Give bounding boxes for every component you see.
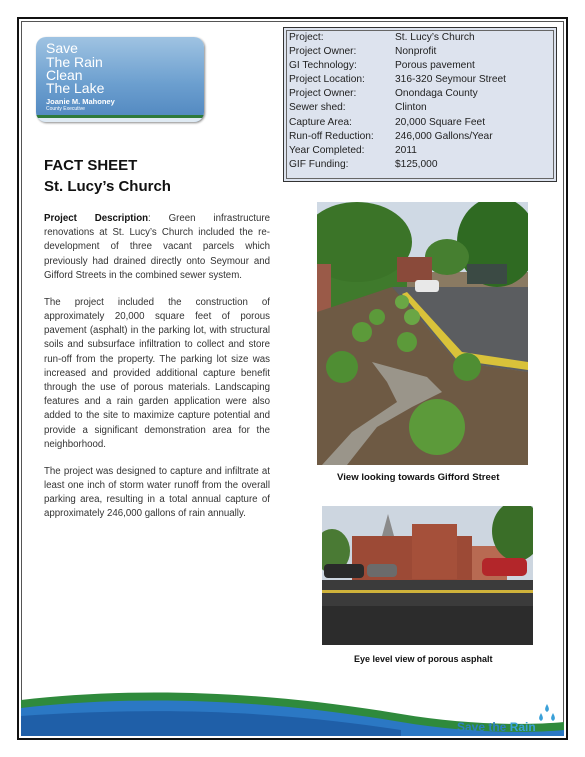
info-row (289, 59, 556, 73)
info-value: St. Lucy’s Church (395, 32, 475, 43)
logo-line-4: The Lake (46, 80, 105, 96)
brand-text-b: Rain (509, 720, 536, 734)
logo-owner-title: County Executive (46, 106, 85, 112)
info-row (289, 144, 556, 158)
logo-light-stripe (36, 118, 204, 122)
photo-caption-1: View looking towards Gifford Street (337, 472, 500, 483)
info-label: GI Technology: (289, 60, 357, 72)
info-row (289, 73, 556, 87)
info-row (289, 158, 556, 172)
info-label: Run-off Reduction: (289, 130, 374, 142)
info-value: 20,000 Square Feet (395, 116, 486, 128)
info-row (289, 87, 556, 101)
info-label: Project Location: (289, 74, 365, 86)
info-row (289, 31, 556, 45)
project-info-box (283, 27, 557, 182)
logo-line-1: Save (46, 40, 78, 56)
info-value: 246,000 Gallons/Year (395, 130, 493, 142)
info-row (289, 45, 556, 59)
description-label: Project Description (44, 213, 149, 224)
info-value: Porous pavement (395, 60, 475, 72)
porous-asphalt-photo (322, 506, 533, 645)
info-value: Nonprofit (395, 46, 437, 58)
info-label: Capture Area: (289, 116, 352, 128)
info-row (289, 101, 556, 115)
info-row (289, 130, 556, 144)
info-value: 2011 (395, 144, 417, 156)
info-row (289, 116, 556, 130)
description-text: : Green infrastructure renovations at St. Lucy’s Church included the re-development of three vacant parcels which previously had drained directly onto Seymour and Gifford Streets in the combined sewer system. (44, 213, 271, 281)
info-label: GIF Funding: (289, 158, 349, 170)
raindrops-icon (536, 703, 558, 725)
paragraph-construction: The project included the construction of approximately 20,000 square feet of porous pavement (asphalt) in the parking lot, with structural soils and subsurface infiltration to collect and store run-off from the property. The parking lot size was increased and provided additional capture benefit through the use of porous materials. Landscaping features and a rain garden application were also added to the site to maximize capture potential and provide a significant demonstration area for the neighborhood. (44, 296, 270, 450)
logo-line-3: Clean (46, 67, 83, 83)
info-value: $125,000 (395, 158, 438, 170)
rain-garden-photo (317, 202, 528, 465)
info-value: Clinton (395, 102, 427, 114)
info-label: Sewer shed: (289, 102, 346, 114)
porous-asphalt-photo-graphic (322, 506, 533, 645)
project-name-heading: St. Lucy’s Church (44, 178, 171, 195)
info-value: 316-320 Seymour Street (395, 74, 506, 86)
paragraph-capture: The project was designed to capture and infiltrate at least one inch of storm water runoff from the overall parking area, resulting in a total annual capture of approximately 246,000 gallons of rain annually. (44, 465, 270, 520)
brand-text-a: Save the (457, 720, 510, 734)
info-label: Year Completed: (289, 144, 365, 156)
fact-sheet-heading: FACT SHEET (44, 157, 138, 174)
save-the-rain-brand (457, 720, 536, 734)
paragraph-description (44, 212, 270, 283)
info-label: Project: (289, 32, 324, 43)
photo-caption-2: Eye level view of porous asphalt (354, 654, 493, 664)
info-label: Project Owner: (289, 46, 357, 58)
info-value: Onondaga County (395, 88, 478, 100)
logo-owner: Joanie M. Mahoney (46, 97, 115, 106)
info-label: Project Owner: (289, 88, 357, 100)
body-text (44, 212, 270, 534)
logo-line-2: The Rain (46, 54, 103, 70)
rain-garden-photo-graphic (317, 202, 528, 465)
save-the-rain-logo (36, 37, 204, 122)
